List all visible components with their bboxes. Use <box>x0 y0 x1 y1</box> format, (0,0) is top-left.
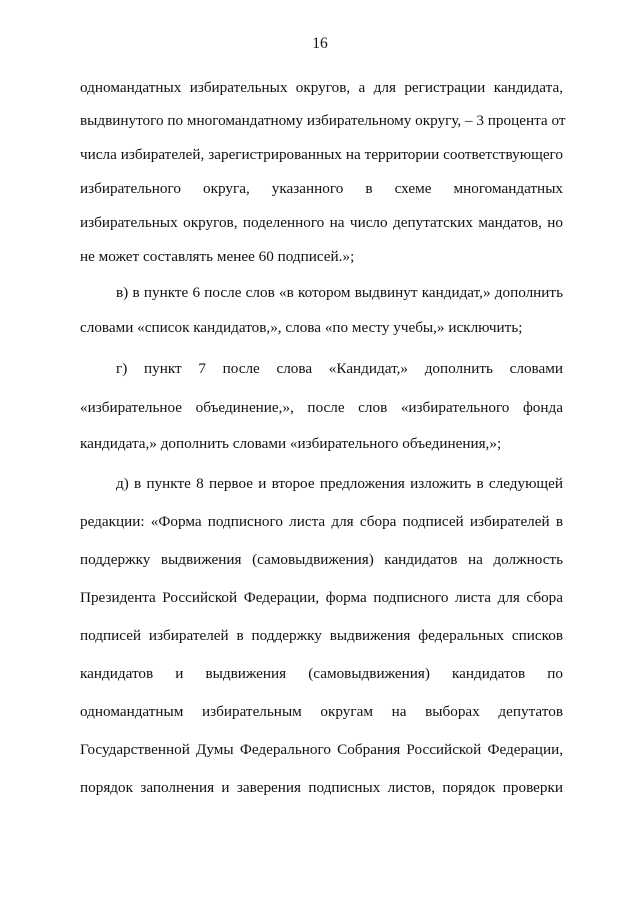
text-line: не может составлять менее 60 подписей.»; <box>80 248 355 265</box>
text-line: подписей избирателей в поддержку выдвижения федеральных списков <box>80 627 563 644</box>
text-line: избирательных округов, поделенного на число депутатских мандатов, но <box>80 214 563 231</box>
page-number: 16 <box>312 35 328 52</box>
paragraph-first-line: г) пункт 7 после слова «Кандидат,» дополнить словами <box>116 360 563 377</box>
text-line: редакции: «Форма подписного листа для сбора подписей избирателей в <box>80 513 563 530</box>
paragraph-first-line: в) в пункте 6 после слов «в котором выдвинут кандидат,» дополнить <box>116 284 563 301</box>
text-line: Государственной Думы Федерального Собрания Российской Федерации, <box>80 741 563 758</box>
text-line: кандидата,» дополнить словами «избирательного объединения,»; <box>80 435 502 452</box>
text-line: одномандатных избирательных округов, а для регистрации кандидата, <box>80 79 563 96</box>
text-line: выдвинутого по многомандатному избирательному округу, – 3 процента от <box>80 112 566 129</box>
text-line: словами «список кандидатов,», слова «по месту учебы,» исключить; <box>80 319 523 336</box>
paragraph-first-line: д) в пункте 8 первое и второе предложения изложить в следующей <box>116 475 563 492</box>
text-line: одномандатным избирательным округам на выборах депутатов <box>80 703 563 720</box>
text-line: избирательного округа, указанного в схеме многомандатных <box>80 180 563 197</box>
text-line: Президента Российской Федерации, форма подписного листа для сбора <box>80 589 563 606</box>
text-line: «избирательное объединение,», после слов «избирательного фонда <box>80 399 563 416</box>
text-line: кандидатов и выдвижения (самовыдвижения) кандидатов по <box>80 665 563 682</box>
text-line: числа избирателей, зарегистрированных на территории соответствующего <box>80 146 563 163</box>
text-line: порядок заполнения и заверения подписных листов, порядок проверки <box>80 779 563 796</box>
text-line: поддержку выдвижения (самовыдвижения) кандидатов на должность <box>80 551 563 568</box>
